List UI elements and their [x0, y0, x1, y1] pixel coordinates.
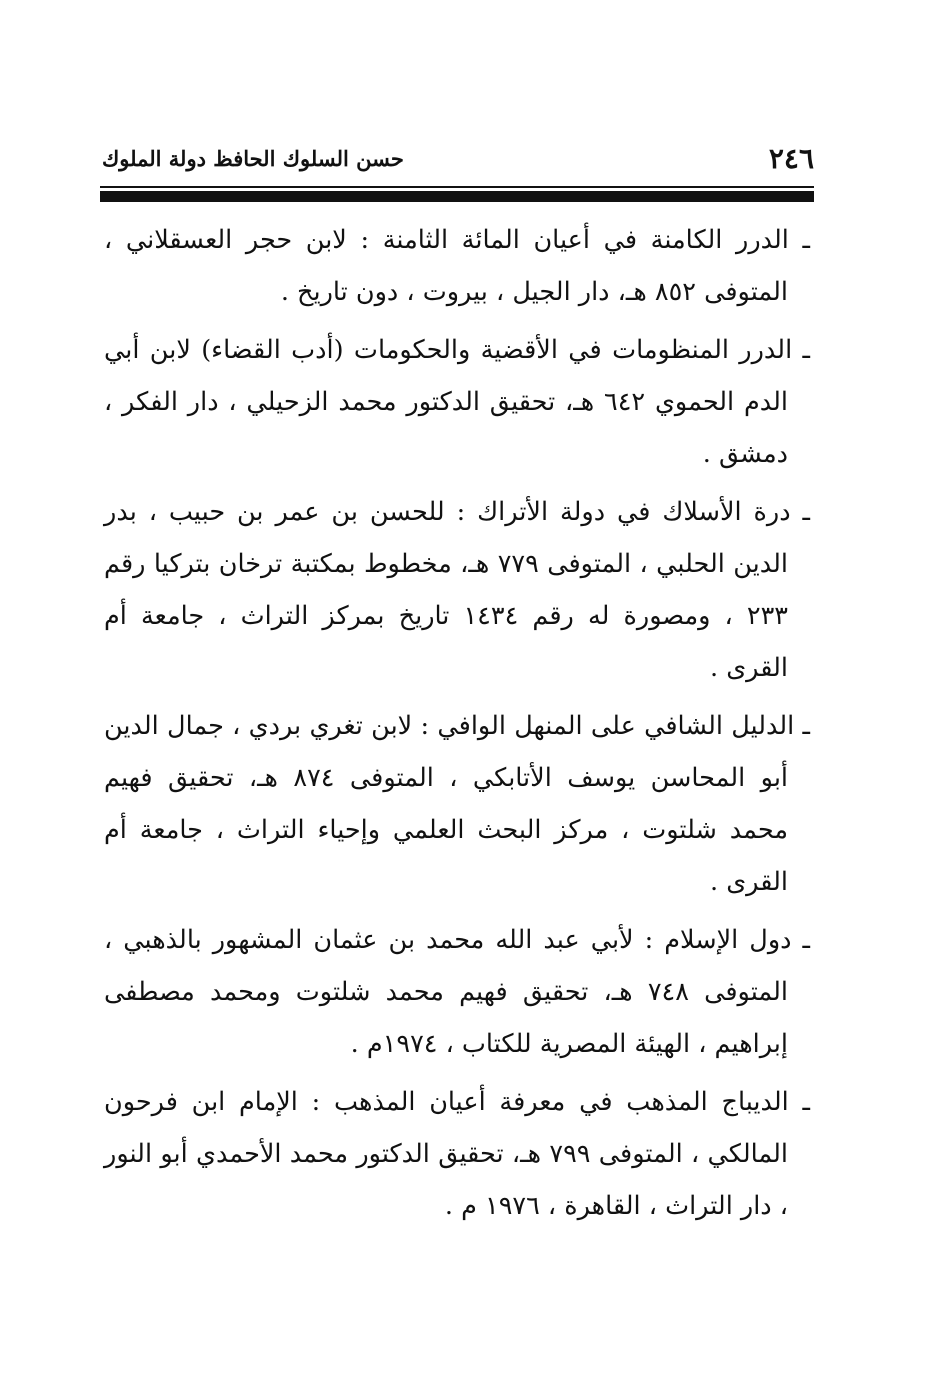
bibliography-entry: ـ الدليل الشافي على المنهل الوافي : لابن تغري بردي ، جمال الدين أبو المحاسن يوسف الأتابكي ، المتوفى ٨٧٤ هـ، تحقيق فهيم محمد شلتوت ، مركز البحث العلمي وإحياء التراث ، جامعة أم القرى .	[104, 711, 810, 897]
page-number: ٢٤٦	[768, 142, 814, 175]
bibliography-entry: ـ الدرر الكامنة في أعيان المائة الثامنة : لابن حجر العسقلاني ، المتوفى ٨٥٢ هـ، دار الجيل ، بيروت ، دون تاريخ .	[104, 225, 810, 307]
bibliography-entry: ـ الديباج المذهب في معرفة أعيان المذهب : الإمام ابن فرحون المالكي ، المتوفى ٧٩٩ هـ، تحقيق الدكتور محمد الأحمدي أبو النور ، دار التراث ، القاهرة ، ١٩٧٦ م .	[104, 1087, 810, 1221]
running-header	[102, 140, 814, 176]
running-title: حسن السلوك الحافظ دولة الملوك	[102, 146, 404, 171]
bibliography-entry: ـ درة الأسلاك في دولة الأتراك : للحسن بن عمر بن حبيب ، بدر الدين الحلبي ، المتوفى ٧٧٩ هـ، مخطوط بمكتبة ترخان بتركيا رقم ٢٣٣ ، ومصورة له رقم ١٤٣٤ تاريخ بمركز التراث ، جامعة أم القرى .	[104, 497, 810, 683]
bibliography-entry: ـ الدرر المنظومات في الأقضية والحكومات (أدب القضاء) لابن أبي الدم الحموي ٦٤٢ هـ، تحقيق الدكتور محمد الزحيلي ، دار الفكر ، دمشق .	[104, 335, 810, 469]
bibliography-list	[104, 214, 810, 1238]
header-rule	[100, 186, 814, 204]
bibliography-entry: ـ دول الإسلام : لأبي عبد الله محمد بن عثمان المشهور بالذهبي ، المتوفى ٧٤٨ هـ، تحقيق فهيم محمد شلتوت ومحمد مصطفى إبراهيم ، الهيئة المصرية للكتاب ، ١٩٧٤م .	[104, 925, 810, 1059]
